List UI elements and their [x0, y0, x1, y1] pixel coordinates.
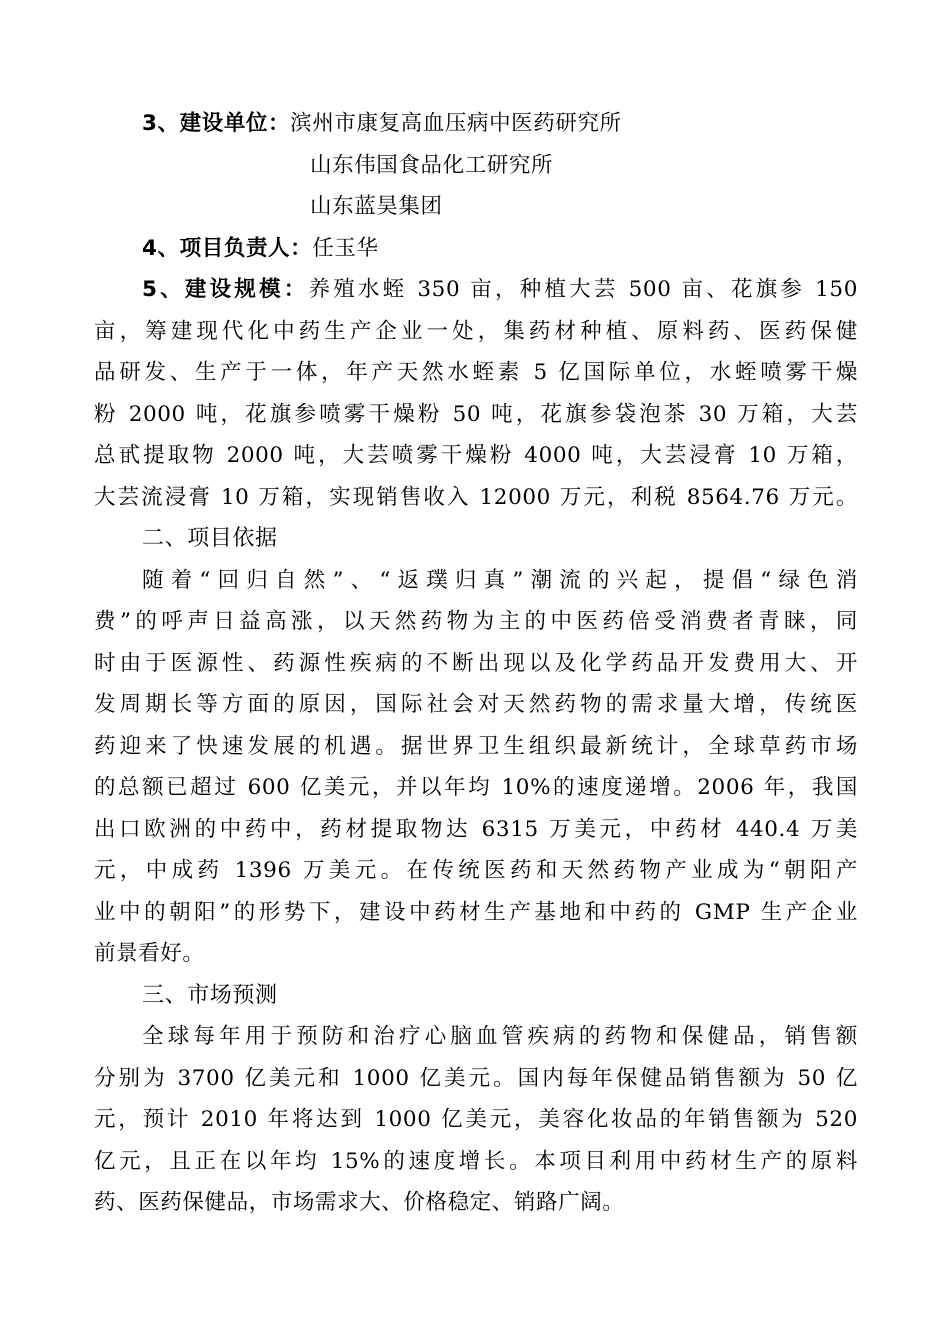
- paragraph-line: 的总额已超过 600 亿美元，并以年均 10%的速度递增。2006 年，我国: [94, 775, 858, 800]
- paragraph-line: 分别为 3700 亿美元和 1000 亿美元。国内每年保健品销售额为 50 亿: [94, 1066, 858, 1091]
- paragraph-line: 随着“回归自然”、“返璞归真”潮流的兴起，提倡“绿色消: [142, 568, 858, 593]
- construction-scale-text: 养殖水蛭 350 亩，种植大芸 500 亩、花旗参 150: [308, 277, 858, 302]
- paragraph-line: 元，中成药 1396 万美元。在传统医药和天然药物产业成为“朝阳产: [94, 858, 858, 883]
- paragraph-line: 药、医药保健品，市场需求大、价格稳定、销路广阔。: [94, 1190, 625, 1215]
- construction-unit-name: 山东蓝昊集团: [310, 194, 443, 219]
- paragraph-line: 出口欧洲的中药中，药材提取物达 6315 万美元，中药材 440.4 万美: [94, 817, 858, 842]
- construction-scale-text: 粉 2000 吨，花旗参喷雾干燥粉 50 吨，花旗参袋泡茶 30 万箱，大芸: [94, 402, 858, 427]
- paragraph-line: 发周期长等方面的原因，国际社会对天然药物的需求量大增，传统医: [94, 692, 858, 717]
- construction-unit-label: 3、建设单位：: [142, 111, 291, 136]
- construction-scale-text: 总甙提取物 2000 吨，大芸喷雾干燥粉 4000 吨，大芸浸膏 10 万箱，: [94, 443, 858, 468]
- paragraph-line: 药迎来了快速发展的机遇。据世界卫生组织最新统计，全球草药市场: [94, 734, 858, 759]
- paragraph-line: 元，预计 2010 年将达到 1000 亿美元，美容化妆品的年销售额为 520: [94, 1107, 858, 1132]
- paragraph-line: 全球每年用于预防和治疗心脑血管疾病的药物和保健品，销售额: [142, 1024, 858, 1049]
- construction-scale-text: 亩，筹建现代化中药生产企业一处，集药材种植、原料药、医药保健: [94, 319, 858, 344]
- paragraph-line: 费”的呼声日益高涨，以天然药物为主的中医药倍受消费者青睐，同: [94, 609, 858, 634]
- section-heading-market: 三、市场预测: [142, 983, 278, 1008]
- paragraph-line: 前景看好。: [94, 941, 205, 966]
- construction-unit-name: 滨州市康复高血压病中医药研究所: [290, 111, 622, 136]
- construction-scale-text: 品研发、生产于一体，年产天然水蛭素 5 亿国际单位，水蛭喷雾干燥: [94, 360, 858, 385]
- section-heading-basis: 二、项目依据: [142, 526, 278, 551]
- paragraph-line: 业中的朝阳”的形势下，建设中药材生产基地和中药的 GMP 生产企业: [94, 900, 858, 925]
- project-leader-line: [142, 235, 858, 263]
- construction-scale-label: 5、建设规模：: [142, 277, 309, 302]
- project-leader-label: 4、项目负责人：: [142, 236, 313, 261]
- paragraph-line: 亿元，且正在以年均 15%的速度增长。本项目利用中药材生产的原料: [94, 1149, 858, 1174]
- paragraph-line: 时由于医源性、药源性疾病的不断出现以及化学药品开发费用大、开: [94, 651, 858, 676]
- project-leader-name: 任玉华: [312, 236, 379, 261]
- construction-unit-line: [142, 110, 858, 138]
- construction-unit-name: 山东伟国食品化工研究所: [310, 153, 554, 178]
- construction-scale-line: [142, 276, 858, 304]
- construction-scale-text: 大芸流浸膏 10 万箱，实现销售收入 12000 万元，利税 8564.76 万元。: [94, 485, 858, 510]
